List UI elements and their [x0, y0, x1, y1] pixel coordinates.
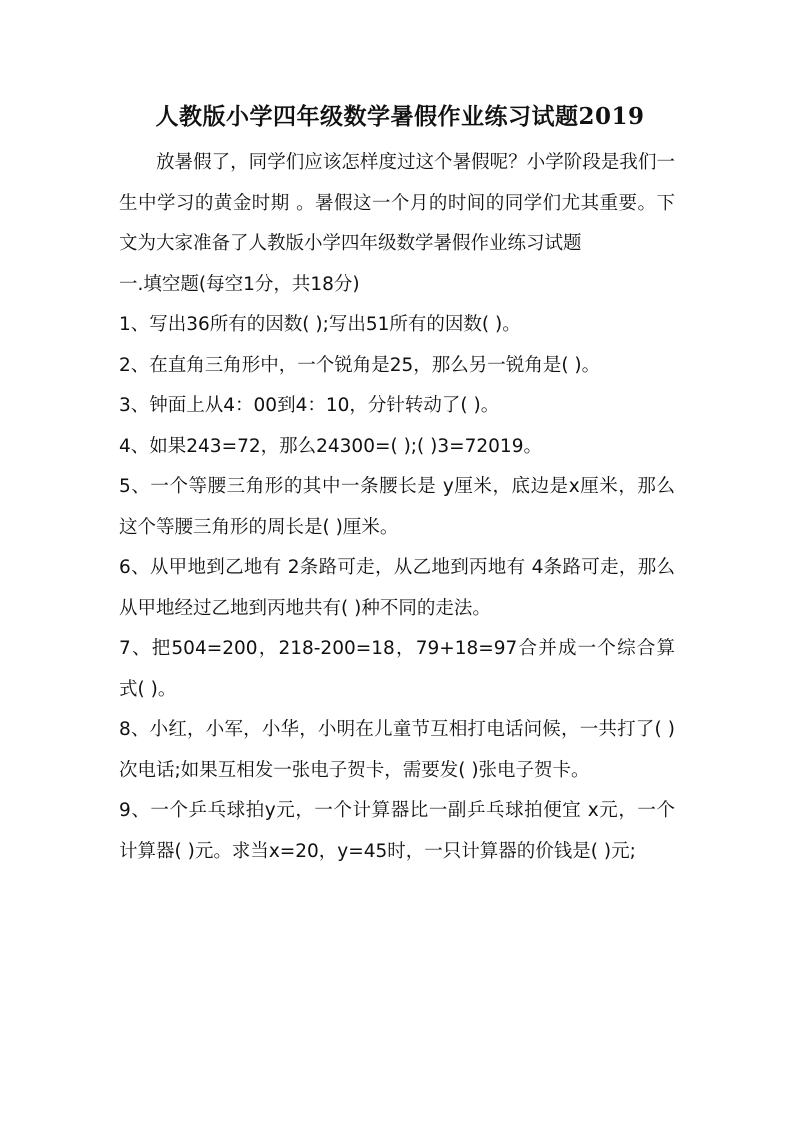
question-item: 9、一个乒乓球拍y元，一个计算器比一副乒乓球拍便宜 x元，一个计算器( )元。求当x=20，y=45时，一只计算器的价钱是( )元; [119, 800, 675, 862]
section-heading: 一.填空题(每空1分，共18分) [119, 273, 360, 295]
question-item: 5、一个等腰三角形的其中一条腰长是 y厘米，底边是x厘米，那么这个等腰三角形的周长是( )厘米。 [119, 476, 675, 538]
question-item: 8、小红，小军，小华，小明在儿童节互相打电话问候，一共打了( )次电话;如果互相发一张电子贺卡，需要发( )张电子贺卡。 [119, 719, 675, 781]
question-item: 4、如果243=72，那么24300=( );( )3=72019。 [119, 435, 542, 457]
question-item: 7、把504=200，218-200=18，79+18=97合并成一个综合算式( )。 [119, 638, 675, 700]
question-item: 6、从甲地到乙地有 2条路可走，从乙地到丙地有 4条路可走，那么从甲地经过乙地到丙地共有( )种不同的走法。 [119, 557, 675, 619]
document-body [119, 143, 675, 872]
intro-paragraph: 放暑假了，同学们应该怎样度过这个暑假呢？小学阶段是我们一 生中学习的黄金时期 。暑假这一个月的时间的同学们尤其重要。下文为大家准备了人教版小学四年级数学暑假作业练习试题 [119, 152, 675, 254]
question-item: 3、钟面上从4：00到4：10，分针转动了( )。 [119, 395, 500, 416]
question-item: 2、在直角三角形中，一个锐角是25，那么另一锐角是( )。 [119, 354, 601, 376]
question-item: 1、写出36所有的因数( );写出51所有的因数( )。 [119, 314, 521, 335]
document-title: 人教版小学四年级数学暑假作业练习试题2019 [155, 103, 645, 130]
